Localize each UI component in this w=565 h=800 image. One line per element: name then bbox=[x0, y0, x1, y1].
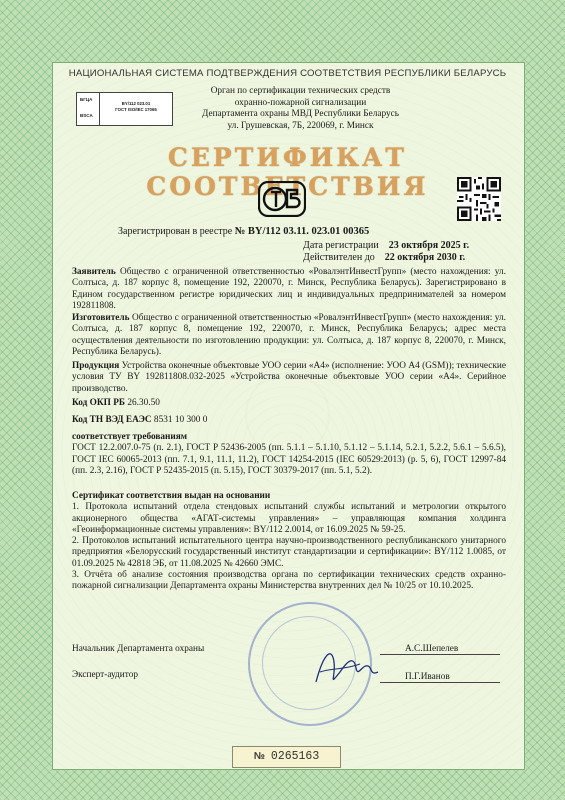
requirements-text: ГОСТ 12.2.007.0-75 (п. 2.1), ГОСТ Р 52436-2005 (пп. 5.1.1 – 5.1.10, 5.1.12 – 5.1.14, 5.2.1, 5.2.2, 5.6.1 – 5.6.5), ГОСТ IEC 60065-2013 (пп. 7.1, 9.1, 11.1, 11.2), ГОСТ 14254-2015 (IEC 60529:2013) (р. 5, 6), ГОСТ 12997-84 (пп. 2.3, 2.16), ГОСТ Р 52435-2015 (п. 5.15), ГОСТ 30379-2017 (пп. 5.1, 5.2). bbox=[72, 443, 506, 476]
organ-line: Орган по сертификации технических средств bbox=[210, 86, 391, 96]
qr-code-icon bbox=[457, 177, 501, 221]
applicant-label: Заявитель bbox=[72, 267, 116, 277]
valid-until-date: 22 октября 2030 г. bbox=[384, 252, 466, 263]
signature-line bbox=[380, 682, 500, 683]
head-role: Начальник Департамента охраны bbox=[72, 644, 205, 654]
registration-date: 23 октября 2025 г. bbox=[388, 240, 470, 251]
organ-line: ул. Грушевская, 7Б, 220069, г. Минск bbox=[227, 120, 374, 131]
product-section bbox=[72, 361, 506, 395]
registration-number: № BY/112 03.11. 023.01 00365 bbox=[234, 226, 370, 237]
basis-section bbox=[72, 491, 506, 593]
certificate-title: СЕРТИФИКАТ СООТВЕТСТВИЯ bbox=[146, 143, 429, 201]
basis-item: 3. Отчёта об анализе состояния производства органа по сертификации технических средств охранно-пожарной сигнализации Департамента охраны Министерства внутренних дел № 10/25 от 10.10.2025. bbox=[72, 570, 506, 592]
auditor-role: Эксперт-аудитор bbox=[72, 670, 138, 680]
product-text: Устройства оконечные объектовые УОО серии «А4» (исполнение: УОО А4 (GSM)); технические условия ТУ BY 192811808.032-2025 «Устройства оконечные объектовые УОО серии «А4». Серийное производство. bbox=[72, 361, 506, 394]
blank-serial: 0265163 bbox=[270, 750, 320, 763]
certificate-dates bbox=[303, 240, 469, 264]
tnved-value: 8531 10 300 0 bbox=[153, 415, 208, 425]
registration-prefix: Зарегистрирован в реестре bbox=[118, 226, 233, 237]
manufacturer-label: Изготовитель bbox=[72, 313, 130, 323]
handwritten-signature bbox=[310, 642, 382, 692]
accreditation-number: BY/112 023.01 bbox=[121, 101, 151, 106]
valid-until-label: Действителен до bbox=[303, 252, 375, 263]
accreditation-standard: ГОСТ ISO/IEC 17065 bbox=[115, 107, 157, 112]
auditor-name: П.Г.Иванов bbox=[405, 672, 450, 682]
certification-body bbox=[178, 86, 423, 132]
registration-date-label: Дата регистрации bbox=[303, 240, 379, 251]
stb-conformity-mark-icon bbox=[258, 181, 306, 217]
organ-line: Департамента охраны МВД Республики Беларусь bbox=[201, 109, 400, 119]
applicant-text: Общество с ограниченной ответственностью «РовалэнтИнвестГрупп» (место нахождения: ул. Солтыса, д. 187 корпус 8, помещение 192, 220070, г. Минск, Республика Беларусь). Зарегистрировано в Едином государственном регистре юридических лиц и индивидуальных предпринимателей за номером 192811808. bbox=[72, 267, 506, 311]
requirements-section bbox=[72, 432, 506, 477]
okp-label: Код ОКП РБ bbox=[72, 398, 126, 408]
organ-line: охранно-пожарной сигнализации bbox=[234, 97, 367, 108]
accreditation-mark-bottom: BSCA bbox=[80, 113, 93, 118]
blank-number bbox=[232, 746, 341, 768]
accreditation-mark-top: БГЦА bbox=[80, 97, 93, 102]
basis-label: Сертификат соответствия выдан на основании bbox=[72, 491, 271, 501]
basis-item: 2. Протоколов испытаний испытательного центра научно-производственного республиканского унитарного предприятия «Белорусский государственный институт стандартизации и сертификации»: BY/112 1.0085, от 01.09.2025 № 42818 ЭБ, от 11.08.2025 № 42660 ЭМС. bbox=[72, 536, 506, 569]
head-name: А.С.Шепелев bbox=[405, 644, 459, 654]
number-sign: № bbox=[253, 751, 265, 762]
product-label: Продукция bbox=[72, 361, 120, 371]
manufacturer-text: Общество с ограниченной ответственностью «РовалэнтИнвестГрупп» (место нахождения: ул. Солтыса, д. 187 корпус 8, помещение 192, 220070, г. Минск, Республика Беларусь; адрес места осуществления деятельности по изготовлению продукции: ул. Солтыса, д. 187 корпус 8, 220070, г. Минск, Республика Беларусь). bbox=[72, 313, 506, 357]
registration-line bbox=[118, 226, 369, 237]
tnved-code bbox=[72, 415, 506, 426]
manufacturer-section bbox=[72, 313, 506, 358]
accreditation-mark bbox=[76, 92, 173, 126]
tnved-label: Код ТН ВЭД ЕАЭС bbox=[72, 415, 152, 425]
national-system-title: НАЦИОНАЛЬНАЯ СИСТЕМА ПОДТВЕРЖДЕНИЯ СООТВЕТСТВИЯ РЕСПУБЛИКИ БЕЛАРУСЬ bbox=[68, 68, 507, 79]
basis-item: 1. Протокола испытаний отдела стендовых испытаний службы испытаний и метрологии открытого акционерного общества «АГАТ-системы управления» – управляющая компания холдинга «Геоинформационные системы управления»: BY/112 2.0014, от 16.09.2025 № 59-25. bbox=[72, 502, 506, 535]
okp-code bbox=[72, 398, 506, 409]
applicant-section bbox=[72, 267, 506, 312]
okp-value: 26.30.50 bbox=[127, 398, 160, 408]
requirements-label: соответствует требованиям bbox=[72, 432, 188, 442]
signature-line bbox=[380, 654, 500, 655]
